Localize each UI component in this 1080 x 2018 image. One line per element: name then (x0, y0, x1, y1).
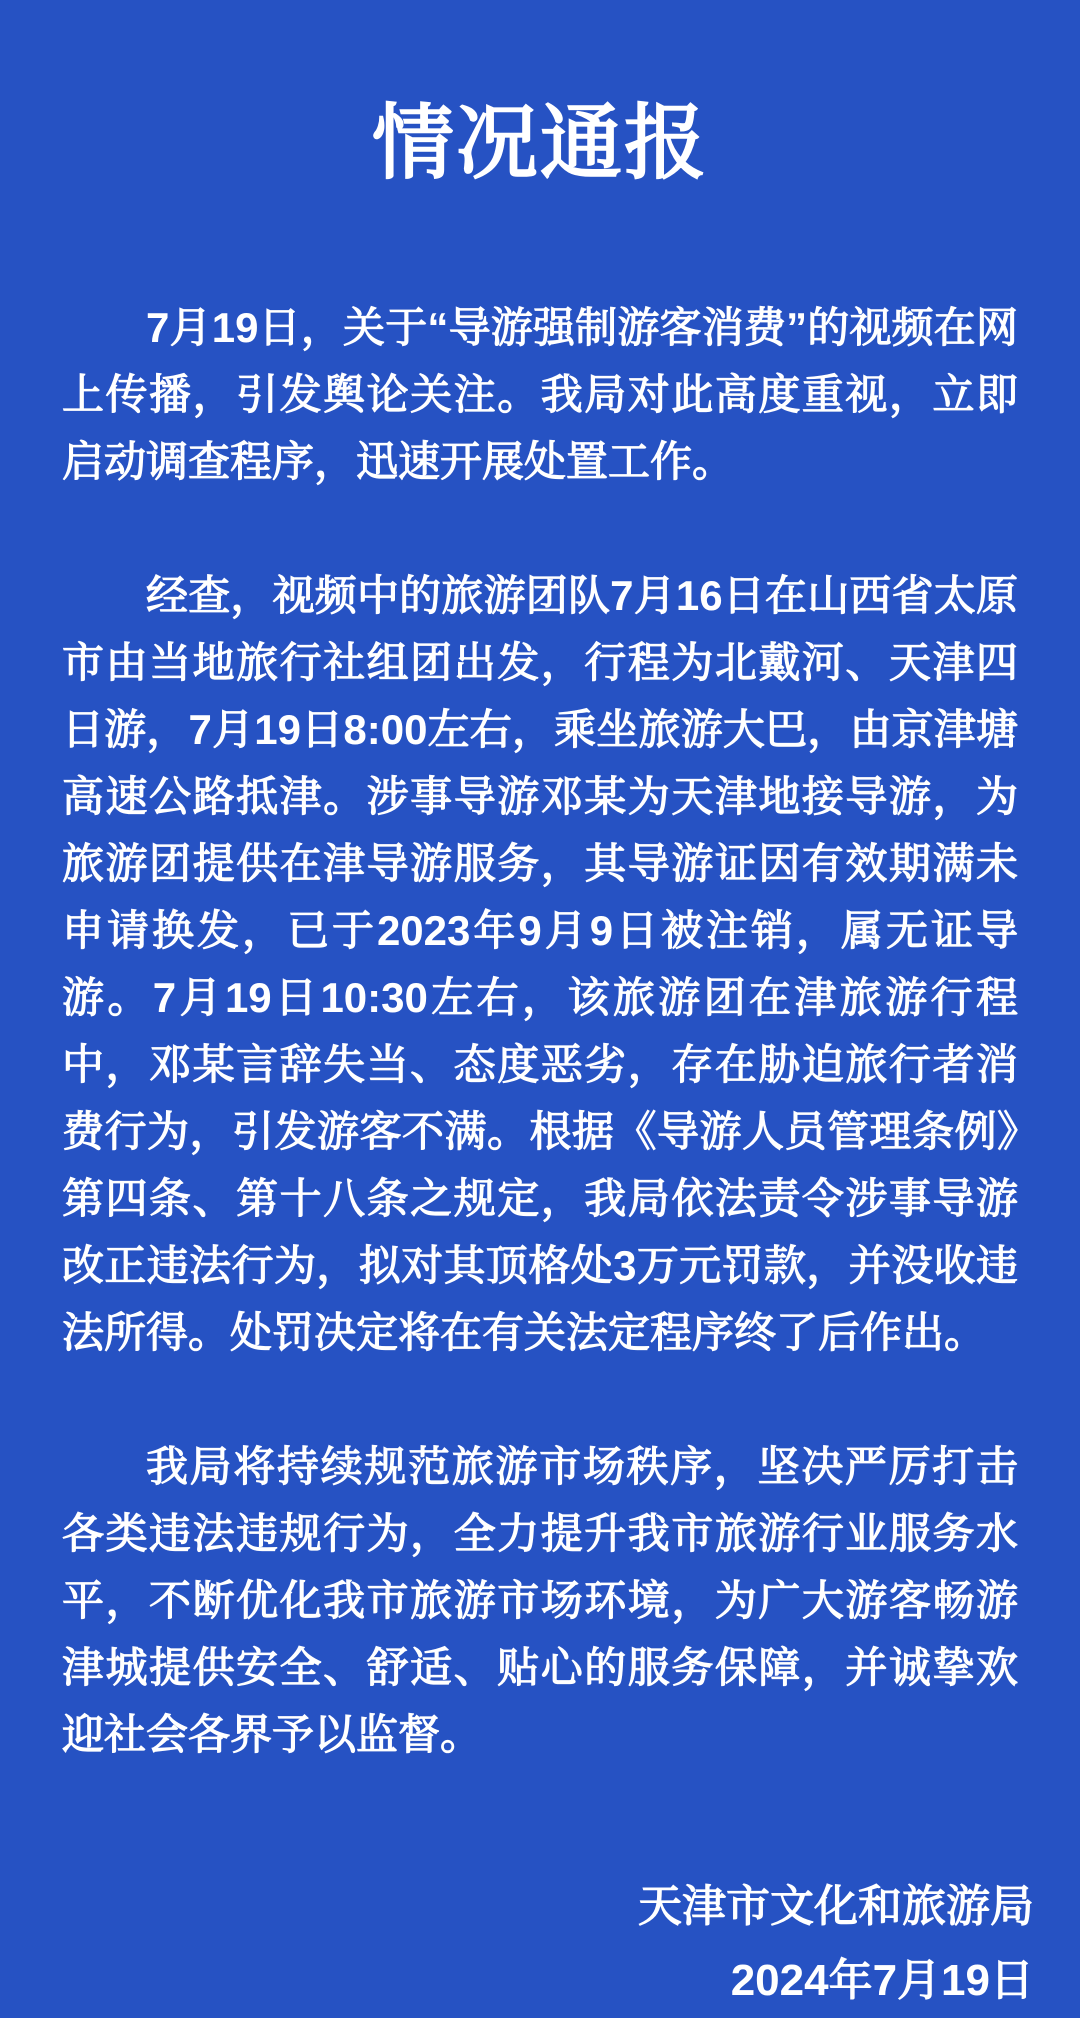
notice-title: 情况通报 (371, 98, 708, 189)
notice-paragraph-2: 经查，视频中的旅游团队7月16日在山西省太原市由当地旅行社组团出发，行程为北戴河、天津四日游，7月19日8:00左右，乘坐旅游大巴，由京津塘高速公路抵津。涉事导游邓某为天津地接导游，为旅游团提供在津导游服务，其导游证因有效期满未申请换发，已于2023年9月9日被注销，属无证导游。7月19日10:30左右，该旅游团在津旅游行程中，邓某言辞失当、态度恶劣，存在胁迫旅行者消费行为，引发游客不满。根据《导游人员管理条例》第四条、第十八条之规定，我局依法责令涉事导游改正违法行为，拟对其顶格处3万元罚款，并没收违法所得。处罚决定将在有关法定程序终了后作出。 (62, 572, 1018, 1356)
notice-signature (62, 1870, 1034, 2018)
signature-organization: 天津市文化和旅游局 (638, 1882, 1034, 1931)
notice-paragraph-1: 7月19日，关于“导游强制游客消费”的视频在网上传播，引发舆论关注。我局对此高度重视，立即启动调查程序，迅速开展处置工作。 (62, 304, 1018, 485)
notice-paragraph-3: 我局将持续规范旅游市场秩序，坚决严厉打击各类违法违规行为，全力提升我市旅游行业服务水平，不断优化我市旅游市场环境，为广大游客畅游津城提供安全、舒适、贴心的服务保障，并诚挚欢迎社会各界予以监督。 (62, 1443, 1018, 1758)
notice-body (62, 294, 1018, 1768)
signature-date: 2024年7月19日 (730, 1956, 1034, 2005)
